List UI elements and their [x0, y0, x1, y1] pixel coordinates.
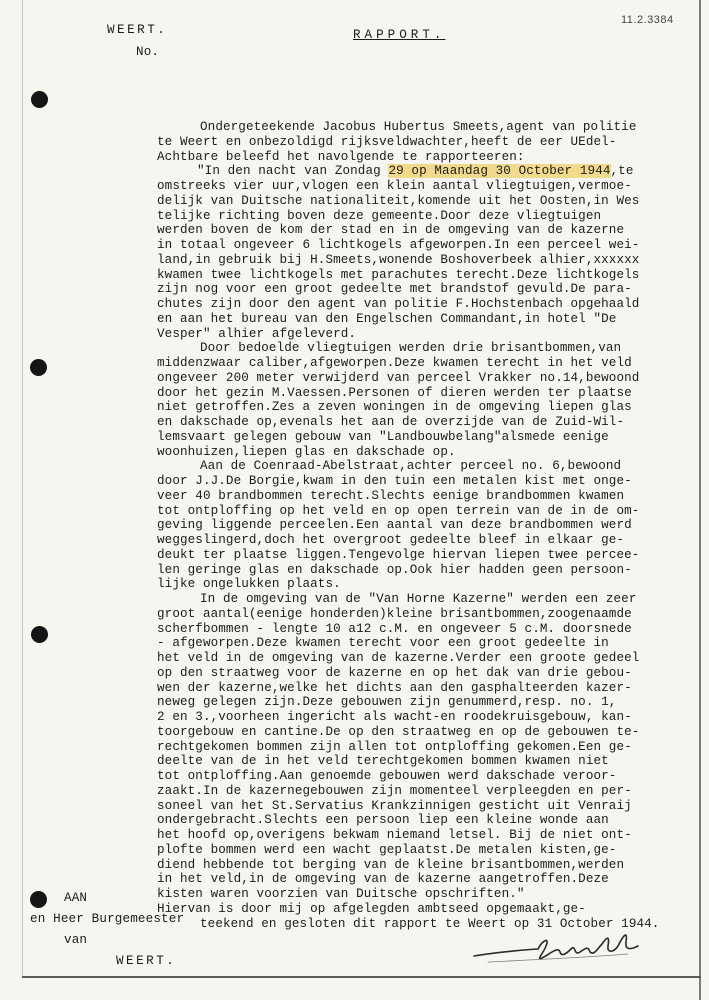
report-line: Door bedoelde vliegtuigen werden drie brisantbommen,van	[200, 341, 622, 356]
addressee-van: van	[64, 933, 88, 947]
report-line: tot ontploffing op het veld en op open terrein van de in de om-	[157, 503, 640, 518]
header-number-label: No.	[136, 45, 160, 59]
report-line: soneel van het St.Servatius Krankzinnigen gesticht uit Venraij	[157, 798, 632, 813]
report-line: door J.J.De Borgie,kwam in den tuin een metalen kist met onge-	[157, 474, 632, 488]
report-line: diend hebbende tot berging van de kleine brisantbommen,werden	[157, 857, 625, 872]
report-line: Hiervan is door mij op afgelegden ambtseed opgemaakt,ge-	[157, 901, 586, 916]
report-line: in totaal ongeveer 6 lichtkogels afgeworpen.In een perceel wei-	[157, 238, 640, 252]
report-line: - afgeworpen.Deze kwamen terecht voor een groot gedeelte in	[157, 636, 609, 651]
report-line: wen der kazerne,welke het dichts aan den gasphalteerden kazer-	[157, 680, 632, 695]
report-line-part: ,te	[610, 164, 634, 179]
header-place: WEERT.	[107, 23, 168, 37]
report-line: zijn nog voor een groot gedeelte met brandstof gevuld.De para-	[157, 282, 632, 297]
report-line: veer 40 brandbommen terecht.Slechts eenige brandbommen kwamen	[157, 488, 625, 503]
report-line: middenzwaar caliber,afgeworpen.Deze kwamen terecht in het veld	[157, 356, 632, 370]
report-line: delijk van Duitsche nationaliteit,komende uit het Oosten,in Wes	[157, 193, 640, 208]
report-line: geving liggende perceelen.Een aantal van deze brandbommen werd	[157, 518, 632, 533]
report-line: In de omgeving van de "Van Horne Kazerne" werden een zeer	[200, 592, 637, 606]
report-line: en aan het bureau van den Engelschen Commandant,in hotel "De	[157, 311, 617, 326]
report-line: scherfbommen - lengte 10 a12 c.M. en ongeveer 5 c.M. doorsnede	[157, 621, 632, 636]
report-line: Ondergeteekende Jacobus Hubertus Smeets,agent van politie	[200, 120, 637, 134]
report-line: deukt ter plaatse liggen.Tengevolge hiervan liepen twee perceе-	[157, 547, 640, 562]
report-line: ondergebracht.Slechts een persoon liep een kleine wonde aan	[157, 813, 609, 828]
report-line: Vesper" alhier afgeleverd.	[157, 326, 357, 341]
page-edge-bottom	[22, 976, 701, 978]
punch-hole	[31, 626, 48, 643]
report-title: RAPPORT.	[353, 28, 446, 42]
addressee-title: en Heer Burgemeester	[30, 912, 185, 926]
report-line: neweg gelegen zijn.Deze gebouwen zijn genummerd,resp. no. 1,	[157, 695, 617, 710]
report-line: zaakt.In de kazernegebouwen zijn momenteel verpleegden en per-	[157, 783, 632, 798]
page-edge-right	[699, 0, 701, 1000]
report-line: lijke ongelukken plaats.	[157, 577, 341, 592]
report-line: en dakschade op,evenals het aan de overzijde van de Zuid-Wil-	[157, 415, 625, 429]
report-line	[157, 164, 659, 179]
report-line: ongeveer 200 meter verwijderd van perceel Vrakker no.14,bewoond	[157, 370, 640, 385]
report-line: teekend en gesloten dit rapport te Weert op 31 October 1944.	[200, 916, 660, 931]
report-line: het hoofd op,overigens bekwam niemand letsel. Bij de niet ont-	[157, 828, 632, 842]
addressee-city: WEERT.	[116, 954, 177, 968]
punch-hole	[31, 91, 48, 108]
report-line: groot aantal(eenige honderden)kleine brisantbommen,zoogenaamde	[157, 606, 632, 621]
report-body	[157, 120, 659, 931]
report-line: door het gezin M.Vaessen.Personen of dieren werden ter plaatse	[157, 385, 632, 400]
punch-hole	[30, 359, 47, 376]
report-line: omstreeks vier uur,vlogen een klein aantal vliegtuigen,vermoe-	[157, 179, 632, 193]
report-line-part: "In den nacht van Zondag	[197, 164, 389, 179]
report-line: werden boven de kom der stad en in de omgeving van de kazerne	[157, 223, 625, 238]
report-line: 2 en 3.,voorheen ingericht als wacht-en roodekruisgebouw, kan-	[157, 710, 632, 724]
report-line: niet getroffen.Zes a zeven woningen in de omgeving liepen glas	[157, 400, 632, 415]
page-edge-left	[22, 0, 23, 978]
report-line: in het veld,in de omgeving van de kazerne aangetroffen.Deze	[157, 872, 609, 887]
report-line: het veld in de omgeving van de kazerne.Verder een groote gedeel	[157, 651, 640, 665]
report-line: op den straatweg voor de kazerne en op het dak van drie gebou-	[157, 665, 632, 680]
report-line: kisten waren voorzien van Duitsche opschriften."	[157, 887, 525, 901]
report-line: chutes zijn door den agent van politie F.Hochstenbach opgehaald	[157, 297, 640, 311]
report-line: plofte bommen werd een wacht geplaatst.De metalen kisten,ge-	[157, 842, 617, 857]
report-line: kwamen twee lichtkogels met parachutes terecht.Deze lichtkogels	[157, 267, 640, 282]
report-line: land,in gebruik bij H.Smeets,wonende Boshoverbeek alhier,xxxxxx	[157, 252, 640, 267]
report-line: telijke richting boven deze gemeente.Door deze vliegtuigen	[157, 208, 602, 223]
highlighted-date: 29 op Maandag 30 October 1944	[388, 164, 611, 179]
report-line: woonhuizen,liepen glas en dakschade op.	[157, 444, 456, 459]
report-line: deelte van de in het veld terechtgekomen bommen kwamen niet	[157, 754, 609, 769]
report-line: toorgebouw en cantine.De op den straatweg en op de gebouwen te-	[157, 724, 640, 739]
report-line: len geringe glas en dakschade op.Ook hier hadden geen persoon-	[157, 562, 632, 577]
report-line: Aan de Coenraad-Abelstraat,achter perceel no. 6,bewoond	[200, 459, 622, 474]
report-line: rechtgekomen bommen zijn allen tot ontploffing gekomen.Een ge-	[157, 739, 632, 754]
handwritten-signature	[468, 916, 658, 976]
addressee-aan: AAN	[64, 891, 88, 905]
archive-reference: 11.2.3384	[621, 14, 674, 26]
report-line: tot ontploffing.Aan genoemde gebouwen werd dakschade veroor-	[157, 769, 617, 783]
punch-hole	[30, 891, 47, 908]
report-line: weggeslingerd,doch het overgroot gedeelte bleef in elkaar ge-	[157, 533, 625, 547]
report-line: Achtbare beleefd het navolgende te rapporteeren:	[157, 149, 525, 164]
report-line: te Weert en onbezoldigd rijksveldwachter,heeft de eer UEdel-	[157, 134, 617, 149]
report-line: lemsvaart gelegen gebouw van "Landbouwbelang"alsmede eenige	[157, 429, 609, 444]
